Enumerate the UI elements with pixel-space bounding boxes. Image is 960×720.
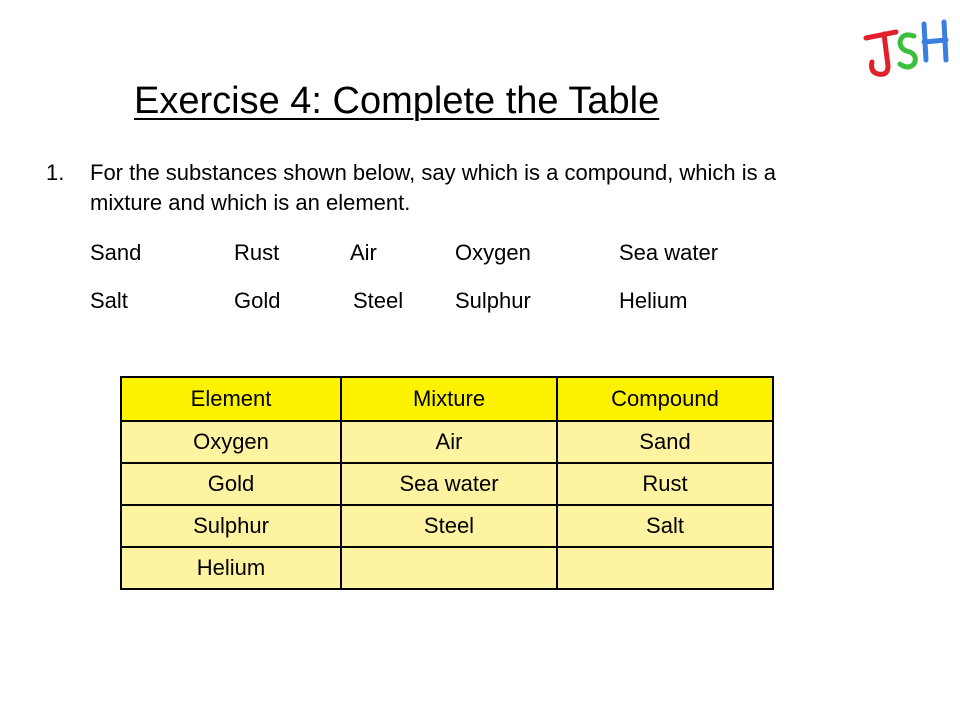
header-mixture: Mixture bbox=[341, 377, 557, 421]
table-header-row bbox=[121, 377, 773, 421]
table-row bbox=[121, 505, 773, 547]
table-cell: Sand bbox=[557, 421, 773, 463]
substance-row-1 bbox=[90, 238, 790, 268]
page-title: Exercise 4: Complete the Table bbox=[134, 80, 660, 122]
question-text: For the substances shown below, say which is a compound, which is a mixture and which is an element. bbox=[90, 160, 777, 215]
substance-word: Rust bbox=[234, 240, 280, 265]
table-cell: Gold bbox=[121, 463, 341, 505]
table-row bbox=[121, 547, 773, 589]
jsh-logo bbox=[862, 16, 954, 80]
table-cell: Sea water bbox=[341, 463, 557, 505]
question-number: 1. bbox=[46, 160, 65, 185]
table-row bbox=[121, 421, 773, 463]
table-cell: Air bbox=[341, 421, 557, 463]
table-cell bbox=[557, 547, 773, 589]
table-cell bbox=[341, 547, 557, 589]
table-cell: Helium bbox=[121, 547, 341, 589]
substance-word: Sand bbox=[90, 240, 142, 265]
table-row bbox=[121, 463, 773, 505]
substance-word: Helium bbox=[619, 288, 688, 313]
substance-word: Salt bbox=[90, 288, 128, 313]
table-cell: Sulphur bbox=[121, 505, 341, 547]
substance-word: Oxygen bbox=[455, 240, 531, 265]
header-compound: Compound bbox=[557, 377, 773, 421]
classification-table bbox=[120, 376, 774, 590]
header-element: Element bbox=[121, 377, 341, 421]
substance-word: Sea water bbox=[619, 240, 719, 265]
table-cell: Rust bbox=[557, 463, 773, 505]
substance-word: Air bbox=[350, 240, 377, 265]
table-cell: Oxygen bbox=[121, 421, 341, 463]
jsh-logo-graphic bbox=[862, 16, 954, 80]
table-cell: Steel bbox=[341, 505, 557, 547]
substance-word: Sulphur bbox=[455, 288, 531, 313]
substance-word: Steel bbox=[353, 288, 404, 313]
substance-word: Gold bbox=[234, 288, 281, 313]
table-cell: Salt bbox=[557, 505, 773, 547]
substance-row-2 bbox=[90, 286, 790, 316]
